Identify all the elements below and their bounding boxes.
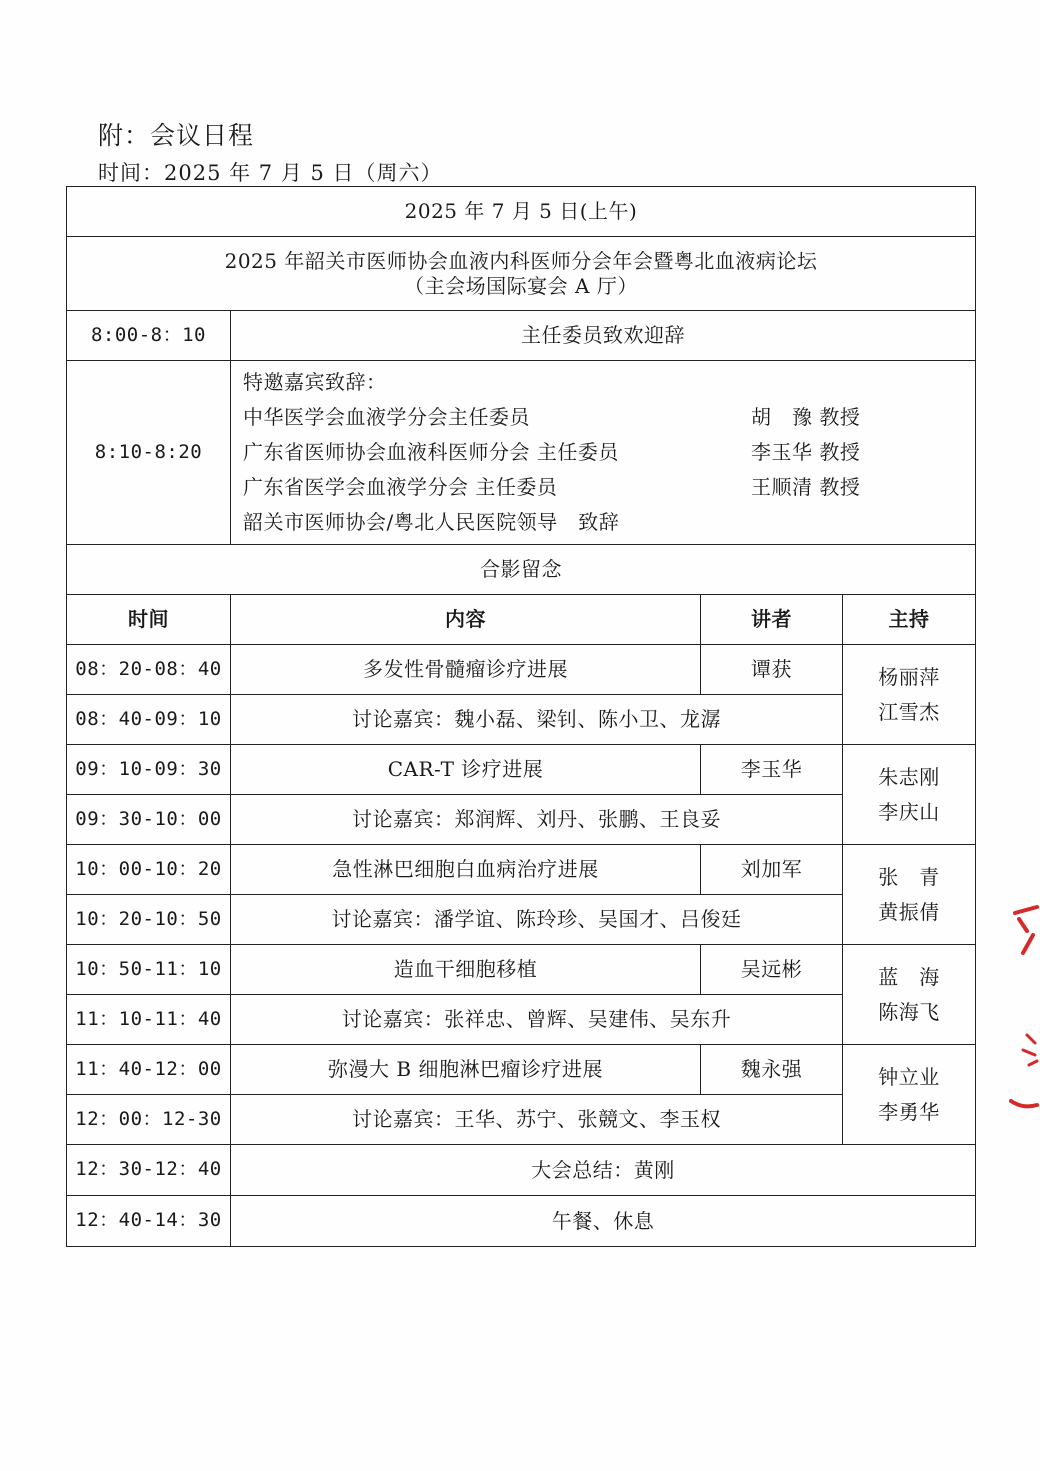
guest-intro: 特邀嘉宾致辞： <box>243 370 387 394</box>
host-name: 陈海飞 <box>878 999 940 1024</box>
closing-summary: 大会总结：黄刚 <box>231 1145 976 1196</box>
session-discussion: 讨论嘉宾：郑润辉、刘丹、张鹏、王良妥 <box>231 795 843 845</box>
host-name: 李庆山 <box>878 799 940 824</box>
table-row <box>67 645 976 695</box>
table-row <box>67 1095 976 1145</box>
session-speaker: 魏永强 <box>701 1045 843 1095</box>
session-hosts <box>843 1045 976 1145</box>
session-topic: 多发性骨髓瘤诊疗进展 <box>231 645 701 695</box>
host-name: 朱志刚 <box>878 764 940 789</box>
session-hosts <box>843 845 976 945</box>
guest-person: 胡 豫 教授 <box>751 405 861 429</box>
session-speaker: 刘加军 <box>701 845 843 895</box>
table-row <box>67 945 976 995</box>
session-time: 09：10-09：30 <box>67 745 231 795</box>
session-speaker: 吴远彬 <box>701 945 843 995</box>
column-header-host: 主持 <box>843 595 976 645</box>
conference-title: 2025 年韶关市医师协会血液内科医师分会年会暨粤北血液病论坛 <box>224 248 818 273</box>
guest-item <box>243 505 975 540</box>
guest-org: 韶关市医师协会/粤北人民医院领导 致辞 <box>243 510 620 534</box>
session-time: 11：40-12：00 <box>67 1045 231 1095</box>
guest-item <box>243 435 975 470</box>
session-speaker: 谭获 <box>701 645 843 695</box>
date-row <box>67 187 976 237</box>
guest-time: 8:10-8:20 <box>67 361 231 545</box>
table-row <box>67 695 976 745</box>
column-header-content: 内容 <box>231 595 701 645</box>
guest-item <box>243 400 975 435</box>
title-cell <box>67 237 976 311</box>
guest-org: 中华医学会血液学分会主任委员 <box>243 405 530 429</box>
session-time: 08：40-09：10 <box>67 695 231 745</box>
table-row <box>67 845 976 895</box>
photo-row <box>67 545 976 595</box>
guest-org: 广东省医师协会血液科医师分会 主任委员 <box>243 440 619 464</box>
session-discussion: 讨论嘉宾：魏小磊、梁钊、陈小卫、龙潺 <box>231 695 843 745</box>
session-time: 12：00：12-30 <box>67 1095 231 1145</box>
session-speaker: 李玉华 <box>701 745 843 795</box>
guest-person: 王顺清 教授 <box>751 475 861 499</box>
session-discussion: 讨论嘉宾：王华、苏宁、张競文、李玉权 <box>231 1095 843 1145</box>
opening-time: 8:00-8：10 <box>67 311 231 361</box>
session-time: 12：40-14：30 <box>67 1196 231 1247</box>
session-topic: 造血干细胞移植 <box>231 945 701 995</box>
meeting-time-line: 时间：2025 年 7 月 5 日（周六） <box>98 161 443 185</box>
host-name: 蓝 海 <box>878 964 940 989</box>
schedule-table <box>66 186 976 1247</box>
host-name: 江雪杰 <box>878 699 940 724</box>
session-time: 12：30-12：40 <box>67 1145 231 1196</box>
session-time: 10：50-11：10 <box>67 945 231 995</box>
session-time: 10：20-10：50 <box>67 895 231 945</box>
opening-content: 主任委员致欢迎辞 <box>231 311 976 361</box>
guest-item <box>243 470 975 505</box>
guest-row <box>67 361 976 545</box>
opening-row <box>67 311 976 361</box>
session-hosts <box>843 945 976 1045</box>
table-row <box>67 1196 976 1247</box>
session-topic: 急性淋巴细胞白血病治疗进展 <box>231 845 701 895</box>
table-row <box>67 895 976 945</box>
host-name: 杨丽萍 <box>878 664 940 689</box>
host-name: 张 青 <box>878 864 940 889</box>
guest-speeches <box>231 361 976 545</box>
host-name: 李勇华 <box>878 1099 940 1124</box>
session-topic: 弥漫大 B 细胞淋巴瘤诊疗进展 <box>231 1045 701 1095</box>
date-cell: 2025 年 7 月 5 日(上午) <box>67 187 976 237</box>
table-row <box>67 795 976 845</box>
column-header-row <box>67 595 976 645</box>
column-header-speaker: 讲者 <box>701 595 843 645</box>
lunch-break: 午餐、休息 <box>231 1196 976 1247</box>
session-discussion: 讨论嘉宾：张祥忠、曾辉、吴建伟、吴东升 <box>231 995 843 1045</box>
session-topic: CAR-T 诊疗进展 <box>231 745 701 795</box>
photo-cell: 合影留念 <box>67 545 976 595</box>
session-hosts <box>843 745 976 845</box>
guest-org: 广东省医学会血液学分会 主任委员 <box>243 475 558 499</box>
session-time: 08：20-08：40 <box>67 645 231 695</box>
table-row <box>67 745 976 795</box>
column-header-time: 时间 <box>67 595 231 645</box>
session-time: 10：00-10：20 <box>67 845 231 895</box>
table-row <box>67 1045 976 1095</box>
host-name: 钟立业 <box>878 1064 940 1089</box>
table-row <box>67 995 976 1045</box>
table-row <box>67 1145 976 1196</box>
guest-person: 李玉华 教授 <box>751 440 861 464</box>
host-name: 黄振倩 <box>878 899 940 924</box>
page-heading: 附：会议日程 <box>98 121 255 150</box>
session-time: 11：10-11：40 <box>67 995 231 1045</box>
session-discussion: 讨论嘉宾：潘学谊、陈玲珍、吴国才、吕俊廷 <box>231 895 843 945</box>
seal-stamp-fragment <box>1005 905 1040 1125</box>
session-hosts <box>843 645 976 745</box>
venue-line: （主会场国际宴会 A 厅） <box>404 273 638 298</box>
session-time: 09：30-10：00 <box>67 795 231 845</box>
title-row <box>67 237 976 311</box>
